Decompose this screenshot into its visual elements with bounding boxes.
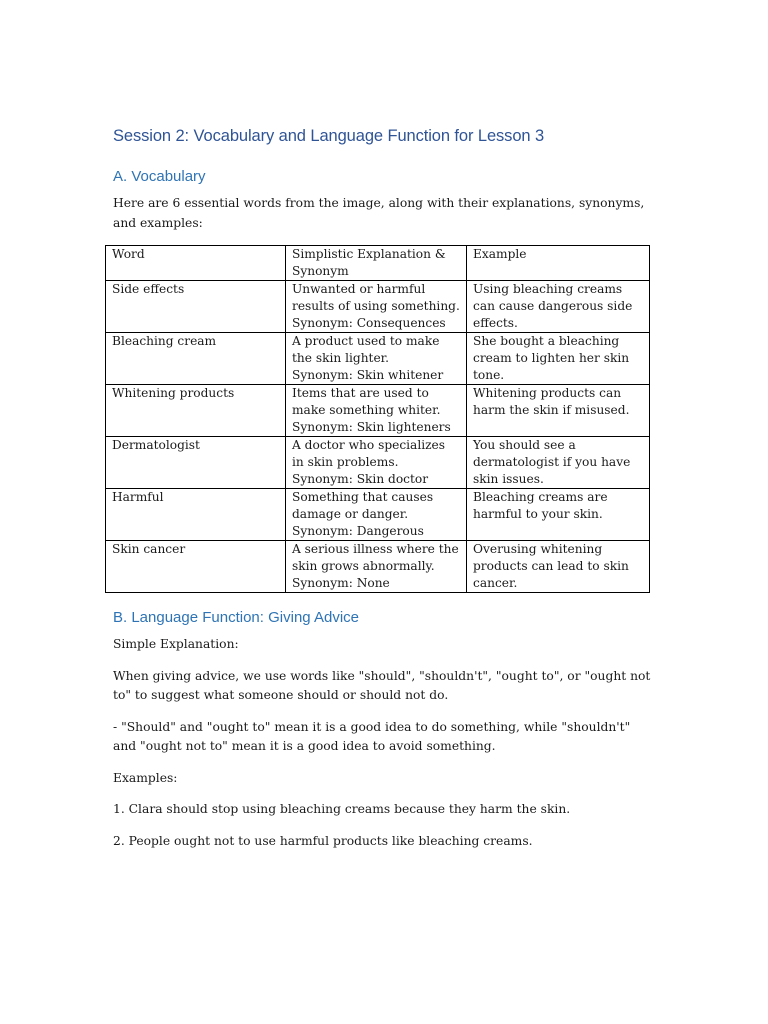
synonym-text: Synonym: Consequences [292, 316, 446, 330]
section-a-heading: A. Vocabulary [113, 168, 206, 185]
synonym-text: Synonym: Skin whitener [292, 368, 444, 382]
table-header-row [106, 246, 650, 281]
cell-word: Skin cancer [106, 541, 286, 593]
synonym-text: Synonym: Skin lighteners [292, 420, 451, 434]
cell-explanation [286, 385, 467, 437]
explanation-paragraph-1: When giving advice, we use words like "should", "shouldn't", "ought to", or "ought not to" to suggest what someone should or should not do. [113, 668, 651, 702]
section-a-intro: Here are 6 essential words from the image, along with their explanations, synonyms, and examples: [113, 196, 645, 230]
page-title: Session 2: Vocabulary and Language Function for Lesson 3 [113, 127, 545, 145]
cell-example: Whitening products can harm the skin if misused. [467, 385, 650, 437]
cell-explanation [286, 333, 467, 385]
cell-example: She bought a bleaching cream to lighten her skin tone. [467, 333, 650, 385]
table-row [106, 489, 650, 541]
table-row [106, 385, 650, 437]
table-row [106, 437, 650, 489]
explanation-text: A product used to make the skin lighter. [292, 334, 440, 365]
cell-example: Using bleaching creams can cause dangerous side effects. [467, 281, 650, 333]
vocabulary-table [105, 245, 650, 593]
synonym-text: Synonym: None [292, 576, 390, 590]
cell-explanation [286, 489, 467, 541]
table-row [106, 281, 650, 333]
cell-example: Bleaching creams are harmful to your skin. [467, 489, 650, 541]
synonym-text: Synonym: Dangerous [292, 524, 424, 538]
example-1: 1. Clara should stop using bleaching creams because they harm the skin. [113, 802, 571, 816]
explanation-paragraph-2: - "Should" and "ought to" mean it is a good idea to do something, while "shouldn't" and "ought not to" mean it is a good idea to avoid something. [113, 719, 631, 753]
explanation-text: Unwanted or harmful results of using something. [292, 282, 460, 313]
explanation-text: Items that are used to make something whiter. [292, 386, 441, 417]
cell-example: Overusing whitening products can lead to skin cancer. [467, 541, 650, 593]
simple-explanation-label: Simple Explanation: [113, 637, 239, 651]
table-row [106, 541, 650, 593]
table-row [106, 333, 650, 385]
cell-word: Whitening products [106, 385, 286, 437]
cell-explanation [286, 541, 467, 593]
cell-example: You should see a dermatologist if you have skin issues. [467, 437, 650, 489]
explanation-text: A serious illness where the skin grows abnormally. [292, 542, 459, 573]
synonym-text: Synonym: Skin doctor [292, 472, 429, 486]
cell-word: Dermatologist [106, 437, 286, 489]
header-example: Example [467, 246, 650, 281]
cell-word: Harmful [106, 489, 286, 541]
header-word: Word [106, 246, 286, 281]
document-page [113, 124, 653, 863]
explanation-text: A doctor who specializes in skin problems. [292, 438, 446, 469]
cell-word: Side effects [106, 281, 286, 333]
header-explanation: Simplistic Explanation & Synonym [286, 246, 467, 281]
cell-word: Bleaching cream [106, 333, 286, 385]
cell-explanation [286, 281, 467, 333]
examples-label: Examples: [113, 770, 178, 785]
section-b-heading: B. Language Function: Giving Advice [113, 609, 359, 626]
explanation-text: Something that causes damage or danger. [292, 490, 434, 521]
example-2: 2. People ought not to use harmful products like bleaching creams. [113, 833, 533, 848]
cell-explanation [286, 437, 467, 489]
